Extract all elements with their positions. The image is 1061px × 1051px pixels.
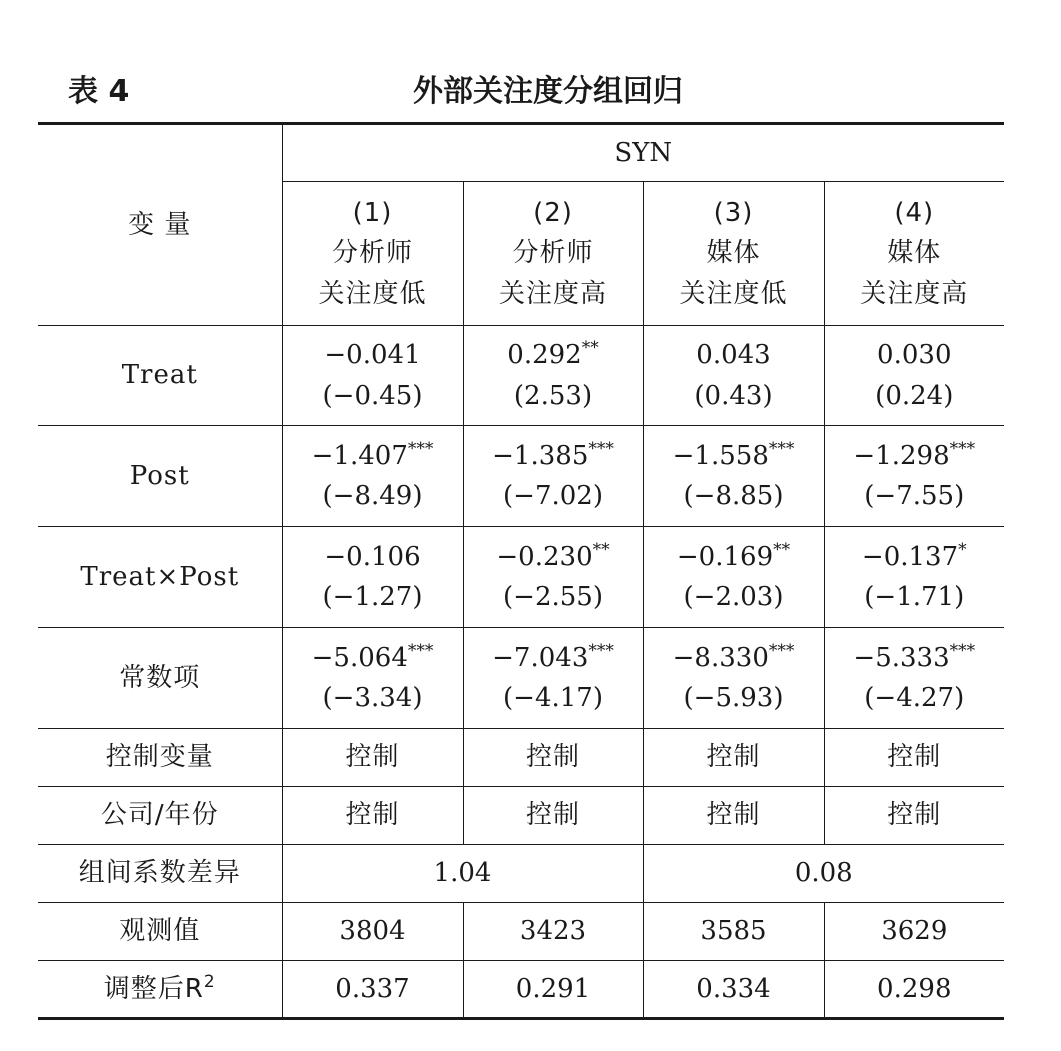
table-cell: 1.04 xyxy=(282,845,643,903)
significance-stars: ** xyxy=(592,539,610,560)
significance-stars: ** xyxy=(773,539,791,560)
column-number: (4) xyxy=(894,198,935,229)
column-group: 媒体 xyxy=(706,238,761,269)
t-stat: (−8.49) xyxy=(322,481,423,511)
row-label: 组间系数差异 xyxy=(38,845,282,903)
coef-value: 0.030 xyxy=(877,340,952,371)
dependent-variable-header: SYN xyxy=(282,124,1004,182)
coef-value: −0.106 xyxy=(324,541,421,572)
row-label xyxy=(38,961,282,1019)
row-label: 公司/年份 xyxy=(38,787,282,845)
coef-cell xyxy=(824,527,1004,628)
column-header-4 xyxy=(824,182,1004,326)
column-header-1 xyxy=(282,182,463,326)
coef-value: −1.385 xyxy=(492,440,589,471)
table-cell: 控制 xyxy=(643,729,824,787)
table-cell: 控制 xyxy=(463,729,643,787)
t-stat: (−2.55) xyxy=(503,582,603,612)
row-label: Treat×Post xyxy=(38,527,282,628)
table-cell: 3804 xyxy=(282,903,463,961)
column-number: (1) xyxy=(352,198,393,229)
coef-cell xyxy=(824,326,1004,426)
coef-cell xyxy=(643,326,824,426)
row-label: 常数项 xyxy=(38,628,282,729)
column-group: 媒体 xyxy=(887,238,942,269)
significance-stars: *** xyxy=(768,640,795,661)
coef-cell xyxy=(643,527,824,628)
row-label: Treat xyxy=(38,326,282,426)
table-row-constant xyxy=(38,628,1004,729)
table-cell: 控制 xyxy=(643,787,824,845)
coef-cell xyxy=(824,628,1004,729)
variable-header: 变 量 xyxy=(38,124,282,326)
coef-cell xyxy=(463,426,643,527)
table-row-post xyxy=(38,426,1004,527)
significance-stars: *** xyxy=(768,438,795,459)
t-stat: (−0.45) xyxy=(322,380,423,411)
coef-value: −1.558 xyxy=(672,440,769,471)
coef-cell xyxy=(282,628,463,729)
t-stat: (−8.85) xyxy=(683,481,784,511)
coef-cell xyxy=(463,326,643,426)
t-stat: (−4.17) xyxy=(503,683,603,713)
t-stat: (−7.55) xyxy=(864,481,965,511)
row-label: Post xyxy=(38,426,282,527)
t-stat: (−1.71) xyxy=(864,582,965,612)
column-level: 关注度高 xyxy=(860,278,969,309)
coef-cell xyxy=(643,628,824,729)
superscript: 2 xyxy=(203,971,216,992)
column-level: 关注度低 xyxy=(318,278,427,309)
coef-value: −7.043 xyxy=(492,642,589,673)
coef-cell xyxy=(282,527,463,628)
coef-value: −1.407 xyxy=(311,440,408,471)
table-cell: 0.08 xyxy=(643,845,1004,903)
column-number: (2) xyxy=(533,198,573,229)
column-group: 分析师 xyxy=(512,238,594,269)
coef-value: −5.333 xyxy=(853,642,950,673)
table-row-observations xyxy=(38,903,1004,961)
table-cell: 控制 xyxy=(463,787,643,845)
table-cell: 控制 xyxy=(824,729,1004,787)
t-stat: (0.43) xyxy=(694,380,773,411)
table-row-fixed-effects xyxy=(38,787,1004,845)
table-cell: 0.334 xyxy=(643,961,824,1019)
coef-cell xyxy=(282,326,463,426)
coef-value: −5.064 xyxy=(311,642,408,673)
row-label: 观测值 xyxy=(38,903,282,961)
table-number: 表 4 xyxy=(68,74,130,109)
significance-stars: *** xyxy=(588,438,614,459)
significance-stars: *** xyxy=(949,438,976,459)
column-header-3 xyxy=(643,182,824,326)
table-cell: 3423 xyxy=(463,903,643,961)
t-stat: (−2.03) xyxy=(683,582,784,612)
coef-value: −1.298 xyxy=(853,440,950,471)
column-level: 关注度高 xyxy=(498,278,607,309)
t-stat: (−5.93) xyxy=(683,683,784,713)
table-cell: 控制 xyxy=(824,787,1004,845)
coef-cell xyxy=(824,426,1004,527)
table-row-controls xyxy=(38,729,1004,787)
t-stat: (−1.27) xyxy=(322,582,423,612)
coef-value: −0.169 xyxy=(676,541,774,572)
column-level: 关注度低 xyxy=(679,278,788,309)
coef-value: 0.043 xyxy=(696,340,771,371)
coef-value: 0.292 xyxy=(507,340,582,371)
table-cell: 0.291 xyxy=(463,961,643,1019)
coef-cell xyxy=(463,628,643,729)
significance-stars: *** xyxy=(407,640,434,661)
t-stat: (−3.34) xyxy=(322,683,423,713)
row-label: 控制变量 xyxy=(38,729,282,787)
t-stat: (0.24) xyxy=(875,380,954,411)
significance-stars: * xyxy=(958,539,967,560)
row-label-text: 调整后R xyxy=(103,973,204,1004)
significance-stars: *** xyxy=(588,640,614,661)
column-header-2 xyxy=(463,182,643,326)
table-cell: 控制 xyxy=(282,729,463,787)
significance-stars: *** xyxy=(949,640,976,661)
coef-value: −0.137 xyxy=(861,541,959,572)
table-row-treat-post xyxy=(38,527,1004,628)
header-row-dependent xyxy=(38,124,1004,182)
table-row-treat xyxy=(38,326,1004,426)
table-title: 外部关注度分组回归 xyxy=(413,74,683,109)
table-row-group-difference xyxy=(38,845,1004,903)
table-cell: 0.337 xyxy=(282,961,463,1019)
table-cell: 0.298 xyxy=(824,961,1004,1019)
table-cell: 3585 xyxy=(643,903,824,961)
t-stat: (2.53) xyxy=(513,380,593,411)
t-stat: (−4.27) xyxy=(864,683,965,713)
significance-stars: *** xyxy=(407,438,434,459)
coef-cell xyxy=(643,426,824,527)
regression-table xyxy=(38,122,1004,1020)
coef-cell xyxy=(282,426,463,527)
column-group: 分析师 xyxy=(331,238,413,269)
table-cell: 3629 xyxy=(824,903,1004,961)
coef-value: −0.041 xyxy=(324,340,421,371)
coef-value: −8.330 xyxy=(672,642,769,673)
significance-stars: ** xyxy=(581,338,599,359)
table-row-adjusted-r2 xyxy=(38,961,1004,1019)
t-stat: (−7.02) xyxy=(503,481,603,511)
table-cell: 控制 xyxy=(282,787,463,845)
column-number: (3) xyxy=(713,198,754,229)
coef-cell xyxy=(463,527,643,628)
coef-value: −0.230 xyxy=(496,541,593,572)
